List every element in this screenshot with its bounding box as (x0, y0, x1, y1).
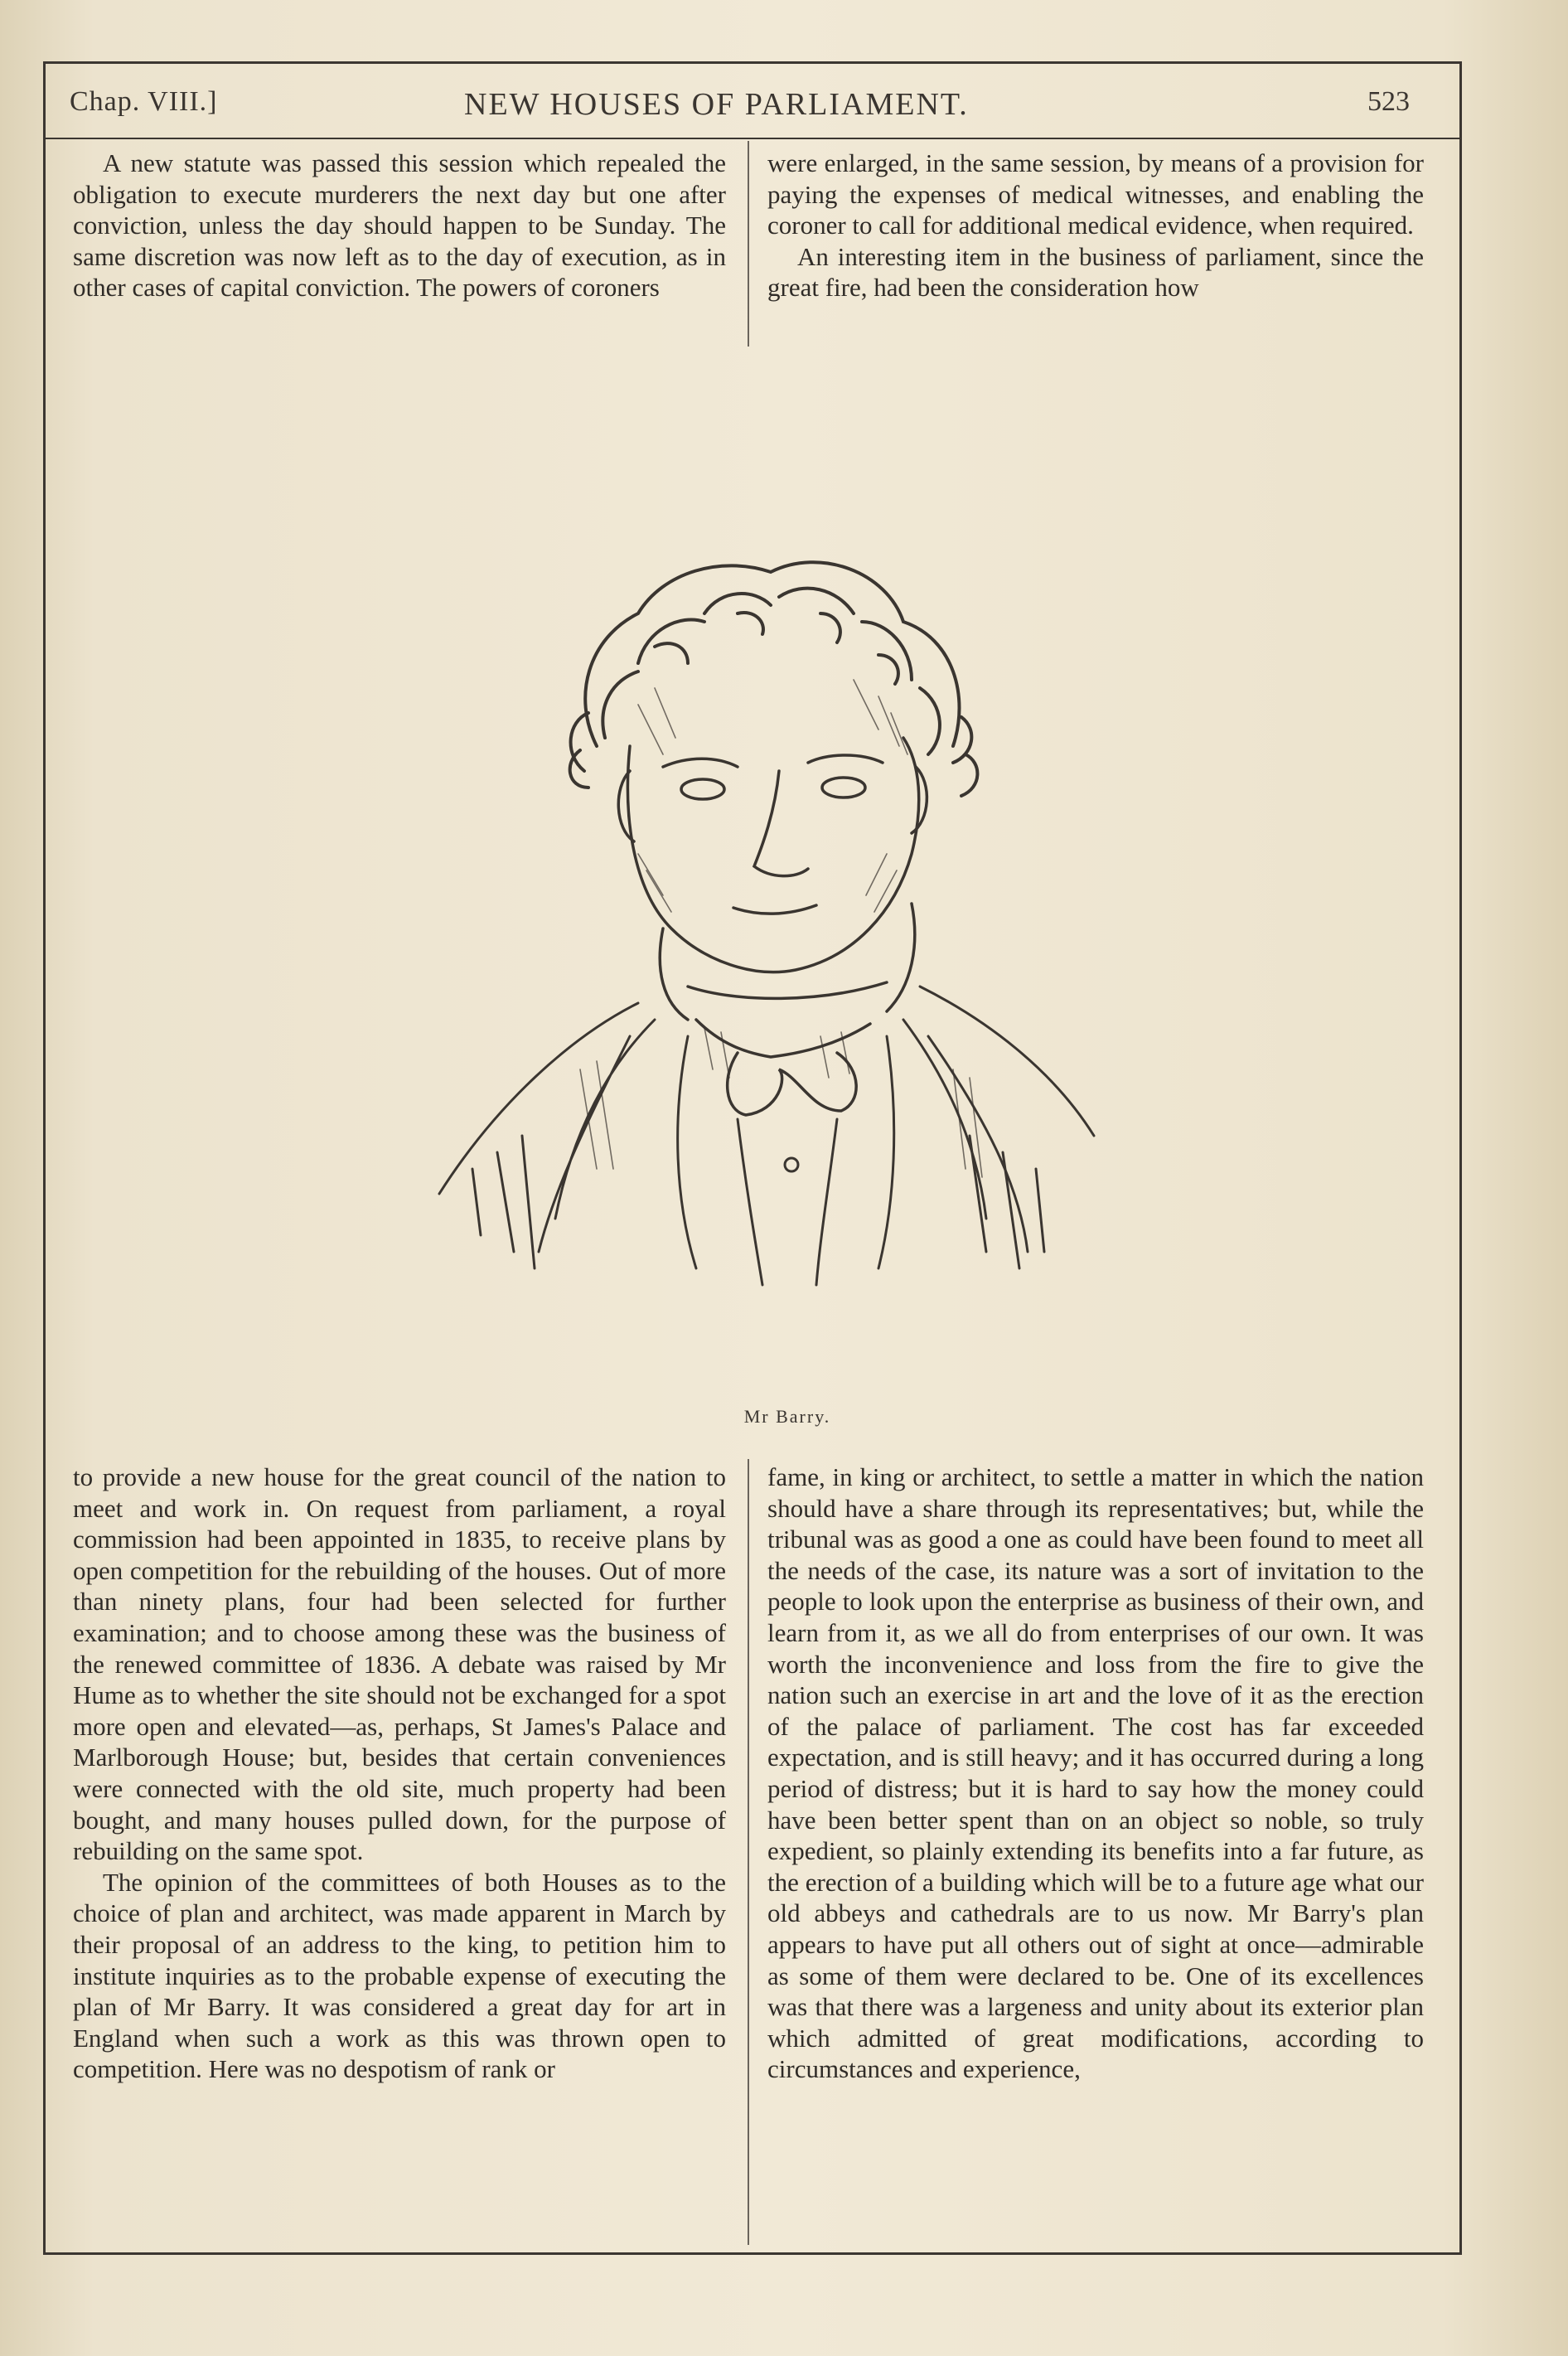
top-column-divider (748, 141, 749, 347)
portrait-engraving (390, 539, 1102, 1335)
header-rule (43, 138, 1462, 139)
face (618, 738, 927, 972)
paragraph: An interesting item in the business of parliament, since the great fire, had been the consideration how (767, 241, 1424, 303)
figure-caption: Mr Barry. (743, 1406, 831, 1427)
top-right-column (767, 148, 1424, 303)
bottom-right-column (767, 1462, 1424, 2085)
paragraph: to provide a new house for the great council of the nation to meet and work in. On request from parliament, a royal commission had been appointed in 1835, to receive plans by open competition for the rebuilding of the houses. Out of more than ninety plans, four had been selected for further examination; and to choose among these was the business of the renewed committee of 1836. A debate was raised by Mr Hume as to whether the site should not be exchanged for a spot more open and elevated—as, perhaps, St James's Palace and Marlborough House; but, besides that certain conveniences were connected with the old site, much property had been bought, and many houses pulled down, for the purpose of rebuilding on the same spot. (73, 1462, 726, 1866)
collar (660, 904, 915, 1115)
chapter-label: Chap. VIII.] (70, 86, 218, 117)
page-number: 523 (1367, 86, 1410, 117)
shading (580, 680, 982, 1177)
paragraph: The opinion of the committees of both Houses as to the choice of plan and architect, was made apparent in March by their proposal of an address to the king, to petition him to institute inquiries as to the probable expense of executing the plan of Mr Barry. It was considered a great day for art in England when such a work as this was thrown open to competition. Here was no despotism of rank or (73, 1867, 726, 2084)
running-title: NEW HOUSES OF PARLIAMENT. (464, 87, 969, 122)
bottom-column-divider (748, 1459, 749, 2245)
bottom-left-column (73, 1462, 726, 2085)
paragraph: fame, in king or architect, to settle a matter in which the nation should have a share through its representatives; but, while the tribunal was as good a one as could have been found to meet all the needs of the case, its nature was a sort of invitation to the people to look upon the enterprise as business of their own, and learn from it, as we all do from enterprises of our own. It was worth the inconvenience and loss from the fire to give the nation such an exercise in art and the love of it as the erection of the palace of parliament. The cost has far exceeded expectation, and is still heavy; and it has occurred during a long period of distress; but it is hard to say how the money could have been better spent than on an object so noble, so truly expedient, so plainly extending its benefits into a far future, as the erection of a building which will be to a future age what our old abbeys and cathedrals are to us now. Mr Barry's plan appears to have put all others out of sight at once—admirable as some of them were declared to be. One of its excellences was that there was a largeness and unity about its exterior plan which admitted of great modifications, according to circumstances and experience, (767, 1462, 1424, 2084)
top-left-column (73, 148, 726, 303)
paragraph: were enlarged, in the same session, by means of a provision for paying the expenses of medical witnesses, and enabling the coroner to call for additional medical evidence, when required. (767, 148, 1424, 240)
paragraph: A new statute was passed this session which repealed the obligation to execute murderers the next day but one after conviction, unless the day should happen to be Sunday. The same discretion was now left as to the day of execution, as in other cases of capital conviction. The powers of coroners (73, 148, 726, 303)
hair (570, 562, 978, 796)
coat (439, 987, 1094, 1285)
